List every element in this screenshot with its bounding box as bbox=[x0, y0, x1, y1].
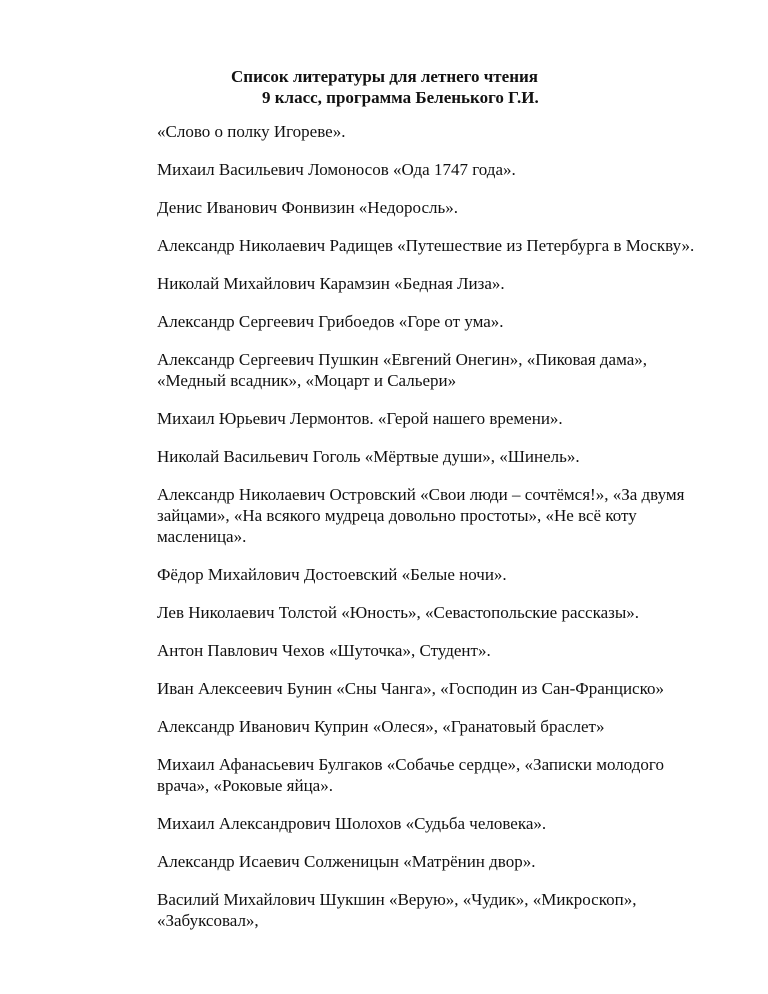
title-line-2: 9 класс, программа Беленького Г.И. bbox=[262, 88, 539, 107]
list-item-chekhov: Антон Павлович Чехов «Шуточка», Студент». bbox=[157, 641, 491, 660]
list-item-tolstoy: Лев Николаевич Толстой «Юность», «Севастопольские рассказы». bbox=[157, 603, 640, 622]
list-item-slovo: «Слово о полку Игореве». bbox=[157, 122, 346, 141]
title-line-1: Список литературы для летнего чтения bbox=[231, 67, 538, 86]
list-item-fonvizin: Денис Иванович Фонвизин «Недоросль». bbox=[157, 198, 459, 217]
list-item-karamzin: Николай Михайлович Карамзин «Бедная Лиза». bbox=[157, 274, 505, 293]
list-item-pushkin: Александр Сергеевич Пушкин «Евгений Онегин», «Пиковая дама», «Медный всадник», «Моцарт и Сальери» bbox=[157, 350, 648, 390]
list-item-shukshin: Василий Михайлович Шукшин «Верую», «Чудик», «Микроскоп», «Забуксовал», bbox=[157, 890, 637, 930]
list-item-gogol: Николай Васильевич Гоголь «Мёртвые души», «Шинель». bbox=[157, 447, 580, 466]
list-item-solzhenitsyn: Александр Исаевич Солженицын «Матрёнин двор». bbox=[157, 852, 536, 871]
reading-list bbox=[157, 121, 717, 948]
list-item-bulgakov: Михаил Афанасьевич Булгаков «Собачье сердце», «Записки молодого врача», «Роковые яйца». bbox=[157, 755, 664, 795]
list-item-kuprin: Александр Иванович Куприн «Олеся», «Гранатовый браслет» bbox=[157, 717, 605, 736]
list-item-lermontov: Михаил Юрьевич Лермонтов. «Герой нашего времени». bbox=[157, 409, 563, 428]
list-item-dostoevsky: Фёдор Михайлович Достоевский «Белые ночи». bbox=[157, 565, 507, 584]
list-item-lomonosov: Михаил Васильевич Ломоносов «Ода 1747 года». bbox=[157, 160, 516, 179]
list-item-radishchev: Александр Николаевич Радищев «Путешествие из Петербурга в Москву». bbox=[157, 236, 695, 255]
list-item-sholokhov: Михаил Александрович Шолохов «Судьба человека». bbox=[157, 814, 547, 833]
list-item-ostrovsky: Александр Николаевич Островский «Свои люди – сочтёмся!», «За двумя зайцами», «На всякого мудреца довольно простоты», «Не всё коту масленица». bbox=[157, 485, 685, 546]
list-item-griboedov: Александр Сергеевич Грибоедов «Горе от ума». bbox=[157, 312, 504, 331]
list-item-bunin: Иван Алексеевич Бунин «Сны Чанга», «Господин из Сан-Франциско» bbox=[157, 679, 665, 698]
